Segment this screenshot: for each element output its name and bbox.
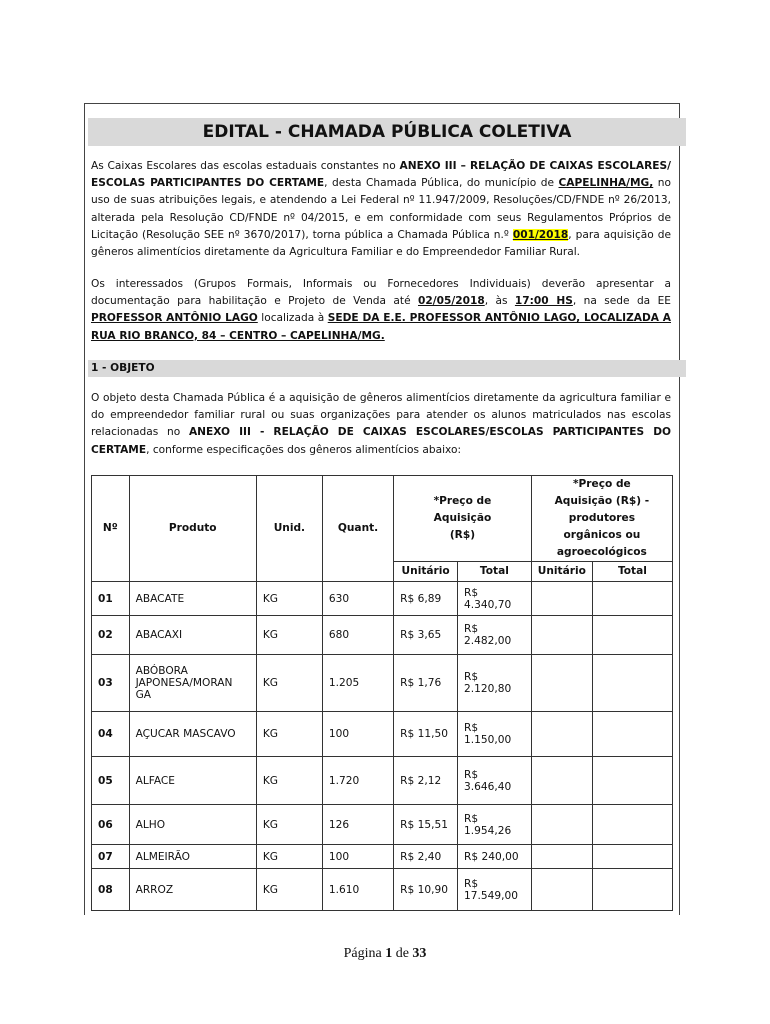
row-total-organic xyxy=(592,616,672,655)
row-num: 05 xyxy=(92,757,130,805)
header-price-organic: *Preço de Aquisição (R$) - produtores orgânicos ou agroecológicos xyxy=(531,476,672,562)
of-label: de xyxy=(395,946,409,961)
row-num: 02 xyxy=(92,616,130,655)
row-unit-price: R$ 6,89 xyxy=(394,582,458,616)
row-total: R$ 1.150,00 xyxy=(458,712,532,757)
row-unit-price: R$ 3,65 xyxy=(394,616,458,655)
call-number: 001/2018 xyxy=(512,228,569,241)
header-total-organic: Total xyxy=(592,562,672,582)
table-row xyxy=(92,869,673,911)
row-total-organic xyxy=(592,845,672,869)
row-product: AÇUCAR MASCAVO xyxy=(129,712,256,757)
row-product: ABACAXI xyxy=(129,616,256,655)
intro-text-4: , para aquisição de gêneros alimentícios diretamente da Agricultura Familiar e do Empreendedor Familiar Rural. xyxy=(91,228,671,259)
row-product: ALFACE xyxy=(129,757,256,805)
deadline-text-3: , na sede da EE xyxy=(572,295,671,308)
row-num: 01 xyxy=(92,582,130,616)
row-total-organic xyxy=(592,757,672,805)
row-num: 07 xyxy=(92,845,130,869)
objeto-annex-reference: ANEXO III - RELAÇÃO DE CAIXAS ESCOLARES/ESCOLAS PARTICIPANTES DO CERTAME xyxy=(91,426,671,456)
header-unit-price-organic: Unitário xyxy=(531,562,592,582)
deadline-date: 02/05/2018 xyxy=(418,295,485,308)
row-total: R$ 1.954,26 xyxy=(458,805,532,845)
row-qty: 1.205 xyxy=(322,655,393,712)
row-num: 06 xyxy=(92,805,130,845)
row-qty: 630 xyxy=(322,582,393,616)
table-row xyxy=(92,757,673,805)
row-qty: 1.720 xyxy=(322,757,393,805)
row-unit: KG xyxy=(256,712,322,757)
row-unit-price: R$ 15,51 xyxy=(394,805,458,845)
row-num: 08 xyxy=(92,869,130,911)
row-total: R$ 2.482,00 xyxy=(458,616,532,655)
school-address: SEDE DA E.E. PROFESSOR ANTÔNIO LAGO, LOCALIZADA A RUA RIO BRANCO, 84 – CENTRO – CAPELINHA/MG. xyxy=(91,312,671,342)
header-product: Produto xyxy=(129,476,256,582)
row-unit-price: R$ 10,90 xyxy=(394,869,458,911)
row-qty: 1.610 xyxy=(322,869,393,911)
header-num: Nº xyxy=(92,476,130,582)
page-total: 33 xyxy=(412,946,427,961)
row-unit-price: R$ 2,12 xyxy=(394,757,458,805)
table-row xyxy=(92,655,673,712)
header-qty: Quant. xyxy=(322,476,393,582)
objeto-text-1: O objeto desta Chamada Pública é a aquisição de gêneros alimentícios diretamente da agricultura familiar e do empreendedor familiar rural ou suas organizações para atender os alunos matriculados nas escolas relacionadas no xyxy=(91,392,671,439)
header-price: *Preço de Aquisição (R$) xyxy=(394,476,532,562)
row-unit: KG xyxy=(256,805,322,845)
row-unit-price-organic xyxy=(531,582,592,616)
row-unit-price-organic xyxy=(531,805,592,845)
row-total: R$ 3.646,40 xyxy=(458,757,532,805)
row-product: ARROZ xyxy=(129,869,256,911)
row-unit: KG xyxy=(256,845,322,869)
header-total: Total xyxy=(458,562,532,582)
page-label: Página xyxy=(343,946,382,961)
row-total-organic xyxy=(592,655,672,712)
row-unit-price: R$ 1,76 xyxy=(394,655,458,712)
row-unit-price-organic xyxy=(531,655,592,712)
row-unit-price-organic xyxy=(531,616,592,655)
row-qty: 100 xyxy=(322,845,393,869)
document-title: EDITAL - CHAMADA PÚBLICA COLETIVA xyxy=(88,118,686,146)
section-heading-objeto: 1 - OBJETO xyxy=(88,360,686,377)
row-total-organic xyxy=(592,869,672,911)
row-total: R$ 4.340,70 xyxy=(458,582,532,616)
row-product: ALHO xyxy=(129,805,256,845)
row-total-organic xyxy=(592,805,672,845)
objeto-text-2: , conforme especificações dos gêneros alimentícios abaixo: xyxy=(146,443,462,456)
row-unit: KG xyxy=(256,655,322,712)
row-unit-price-organic xyxy=(531,712,592,757)
row-unit-price-organic xyxy=(531,845,592,869)
row-qty: 126 xyxy=(322,805,393,845)
row-unit: KG xyxy=(256,869,322,911)
row-unit-price-organic xyxy=(531,757,592,805)
deadline-text-4: localizada à xyxy=(257,312,328,325)
table-row xyxy=(92,845,673,869)
objeto-paragraph xyxy=(91,390,671,459)
row-product: ALMEIRÃO xyxy=(129,845,256,869)
city-name: CAPELINHA/MG, xyxy=(558,177,654,190)
intro-text-3: no uso de suas atribuições legais, e atendendo a Lei Federal nº 11.947/2009, Resoluções/CD/FNDE nº 26/2013, alterada pela Resolução CD/FNDE nº 04/2015, e em conformidade com seus Regulamentos Próprios de Licitação (Resolução SEE nº 3670/2017), torna pública a Chamada Pública n.º xyxy=(91,177,671,241)
row-qty: 680 xyxy=(322,616,393,655)
table-row xyxy=(92,582,673,616)
row-total: R$ 17.549,00 xyxy=(458,869,532,911)
row-total-organic xyxy=(592,712,672,757)
table-row xyxy=(92,616,673,655)
school-name: PROFESSOR ANTÔNIO LAGO xyxy=(91,312,258,325)
intro-paragraph xyxy=(91,158,671,261)
products-table xyxy=(91,475,673,911)
page-footer xyxy=(0,946,770,962)
row-qty: 100 xyxy=(322,712,393,757)
row-num: 04 xyxy=(92,712,130,757)
deadline-paragraph xyxy=(91,276,671,345)
row-total: R$ 2.120,80 xyxy=(458,655,532,712)
row-product: ABACATE xyxy=(129,582,256,616)
row-unit: KG xyxy=(256,757,322,805)
annex-reference: ANEXO III – RELAÇÃO DE CAIXAS ESCOLARES/ ESCOLAS PARTICIPANTES DO CERTAME xyxy=(91,160,672,190)
row-unit: KG xyxy=(256,582,322,616)
header-unit: Unid. xyxy=(256,476,322,582)
row-total-organic xyxy=(592,582,672,616)
row-product: ABÓBORA JAPONESA/MORAN GA xyxy=(129,655,256,712)
row-total: R$ 240,00 xyxy=(458,845,532,869)
page-number: 1 xyxy=(385,946,393,961)
row-unit-price-organic xyxy=(531,869,592,911)
deadline-text-2: , às xyxy=(484,295,515,308)
intro-text-1: As Caixas Escolares das escolas estaduais constantes no xyxy=(91,160,400,172)
deadline-text-1: Os interessados (Grupos Formais, Informais ou Fornecedores Individuais) deverão apresentar a documentação para habilitação e Projeto de Venda até xyxy=(91,278,671,308)
intro-text-2: , desta Chamada Pública, do município de xyxy=(324,177,559,190)
row-num: 03 xyxy=(92,655,130,712)
row-unit-price: R$ 11,50 xyxy=(394,712,458,757)
header-unit-price: Unitário xyxy=(394,562,458,582)
row-unit: KG xyxy=(256,616,322,655)
table-row xyxy=(92,805,673,845)
deadline-time: 17:00 HS xyxy=(514,295,573,308)
table-row xyxy=(92,712,673,757)
row-unit-price: R$ 2,40 xyxy=(394,845,458,869)
